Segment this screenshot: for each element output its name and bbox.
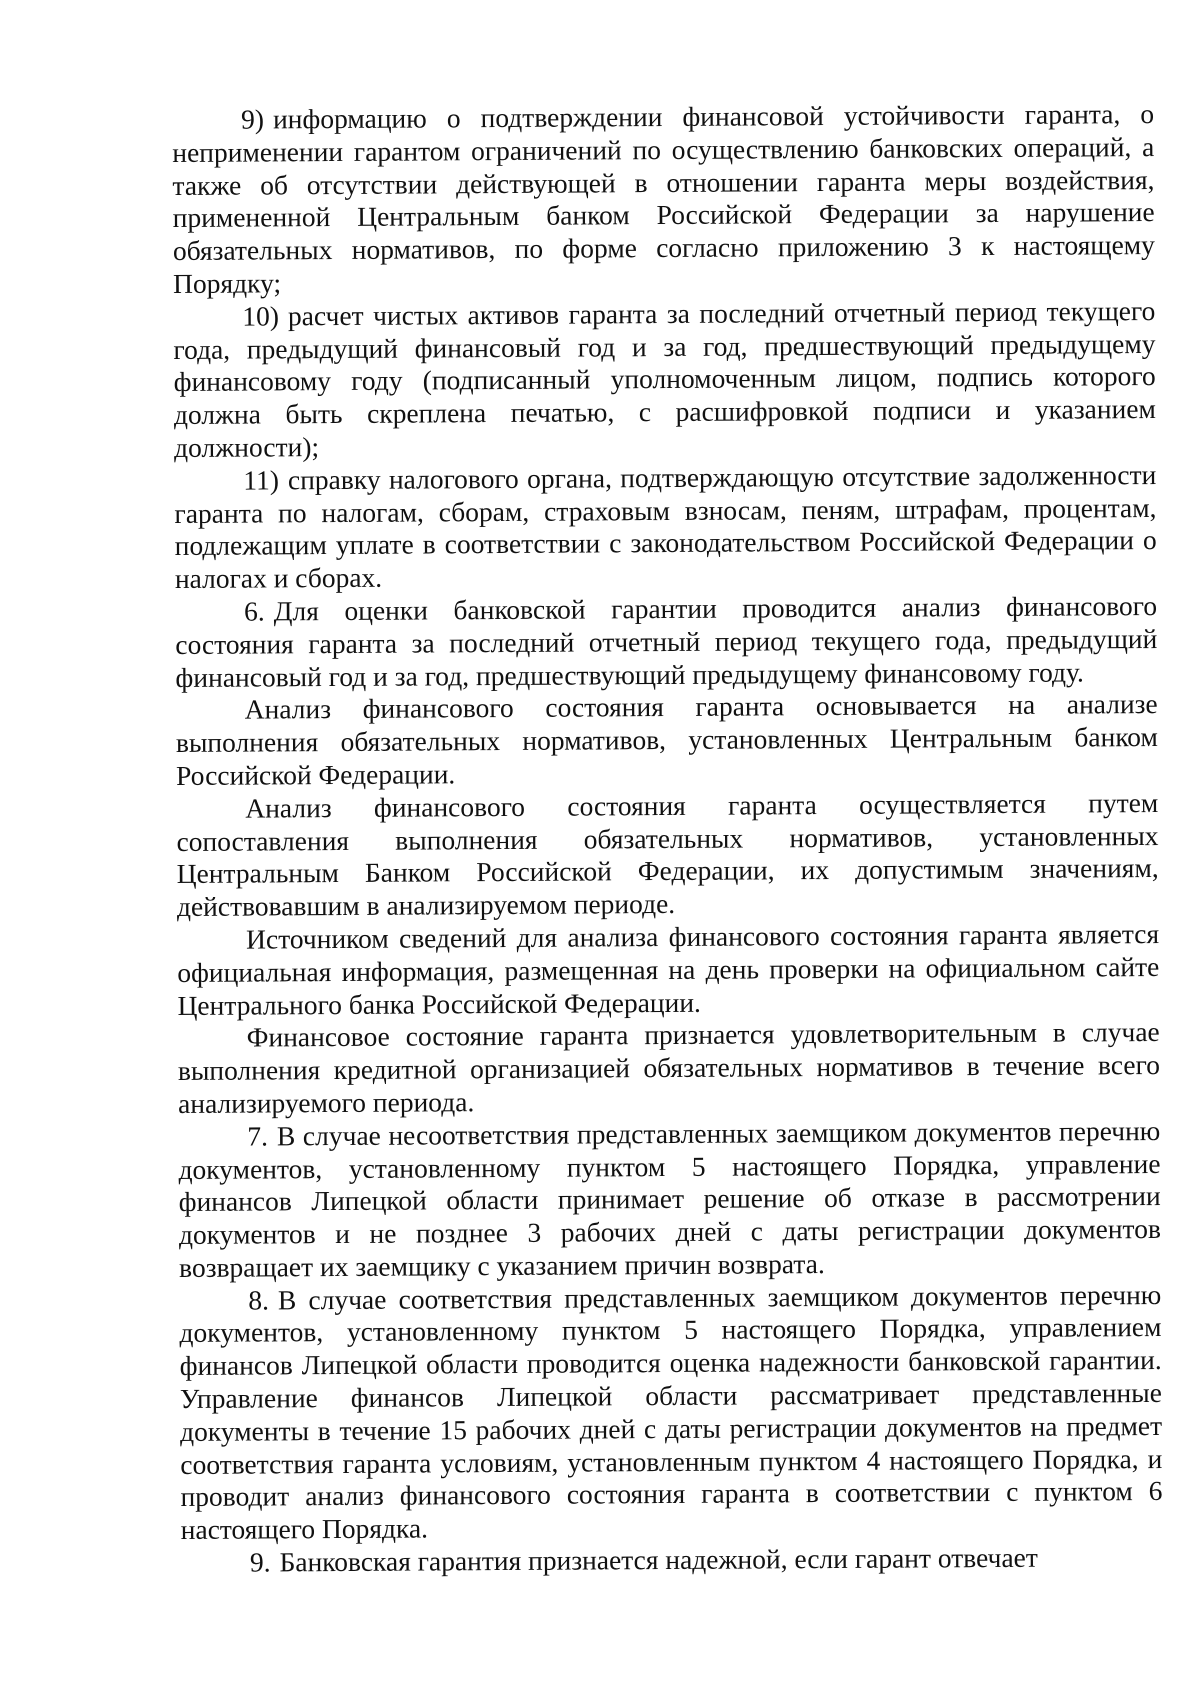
clause-number: 6. xyxy=(244,595,265,627)
paragraph-text: Банковская гарантия признается надежной, если гарант отвечает xyxy=(279,1541,1038,1578)
clause-number: 9. xyxy=(249,1546,271,1578)
clause-6 xyxy=(175,590,1158,694)
item-11-documents xyxy=(174,459,1157,596)
paragraph-text: информацию о подтверждении финансовой устойчивости гаранта, о неприменении гарантом ограничений по осуществлению банковских операций, а также об отсутствии действующей в отношении гаранта меры воздействия, примененной Центральным банком Российской Федерации за нарушение обязательных нормативов, по форме согласно приложению 3 к настоящему Порядку; xyxy=(172,98,1155,299)
paragraph-text: Для оценки банковской гарантии проводится анализ финансового состояния гаранта за последний отчетный период текущего года, предыдущий финансовый год и за год, предшествующий предыдущему финансовому году. xyxy=(175,589,1158,693)
clause-7 xyxy=(178,1115,1161,1285)
paragraph-text: В случае несоответствия представленных заемщиком документов перечню документов, установленному пунктом 5 настоящего Порядка, управление финансов Липецкой области принимает решение об отказе в рассмотрении документов и не позднее 3 рабочих дней с даты регистрации документов возвращает их заемщику с указанием причин возврата. xyxy=(178,1114,1161,1283)
paragraph-text: расчет чистых активов гаранта за последний отчетный период текущего года, предыдущий финансовый год и за год, предшествующий предыдущему финансовому году (подписанный уполномоченным лицом, подпись которого должна быть скреплена печатью, с расшифровкой подписи и указанием должности); xyxy=(173,294,1156,463)
paragraph-text: Анализ финансового состояния гаранта осуществляется путем сопоставления выполнения обязательных нормативов, установленных Центральным Банком Российской Федерации, их допустимым значениям, действовавшим в анализируемом периоде. xyxy=(176,786,1159,923)
clause-9 xyxy=(181,1541,1163,1580)
paragraph-text: Источником сведений для анализа финансового состояния гаранта является официальная информация, размещенная на день проверки на официальном сайте Центрального банка Российской Федерации. xyxy=(177,917,1160,1021)
clause-number: 8. xyxy=(248,1284,270,1316)
clause-number: 7. xyxy=(247,1120,269,1152)
document-page xyxy=(172,98,1163,1580)
paragraph-text: В случае соответствия представленных заемщиком документов перечню документов, установленному пунктом 5 настоящего Порядка, управлением финансов Липецкой области проводится оценка надежности банковской гарантии. Управление финансов Липецкой области рассматривает представленные документы в течение 15 рабочих дней с даты регистрации документов на предмет соответствия гаранта условиям, установленным пунктом 4 настоящего Порядка, и проводит анализ финансового состояния гаранта в соответствии с пунктом 6 настоящего Порядка. xyxy=(179,1278,1163,1546)
item-9-documents xyxy=(172,98,1155,301)
clause-8 xyxy=(179,1279,1163,1547)
item-number: 10) xyxy=(242,300,280,332)
paragraph-analysis-basis xyxy=(176,688,1159,792)
paragraph-text: Финансовое состояние гаранта признается удовлетворительным в случае выполнения кредитной организацией обязательных нормативов в течение всего анализируемого периода. xyxy=(177,1016,1160,1119)
paragraph-analysis-method xyxy=(176,787,1159,924)
paragraph-text: справку налогового органа, подтверждающую отсутствие задолженности гаранта по налогам, сборам, страховым взносам, пеням, штрафам, процентам, подлежащим уплате в соответствии с законодательством Российской Федерации о налогах и сборах. xyxy=(174,458,1157,595)
item-10-documents xyxy=(173,295,1156,465)
paragraph-text: Анализ финансового состояния гаранта основывается на анализе выполнения обязательных нормативов, установленных Центральным банком Российской Федерации. xyxy=(175,688,1158,791)
item-number: 9) xyxy=(240,103,265,135)
paragraph-satisfactory-state xyxy=(178,1016,1161,1120)
paragraph-information-source xyxy=(177,918,1160,1022)
item-number: 11) xyxy=(243,464,280,496)
